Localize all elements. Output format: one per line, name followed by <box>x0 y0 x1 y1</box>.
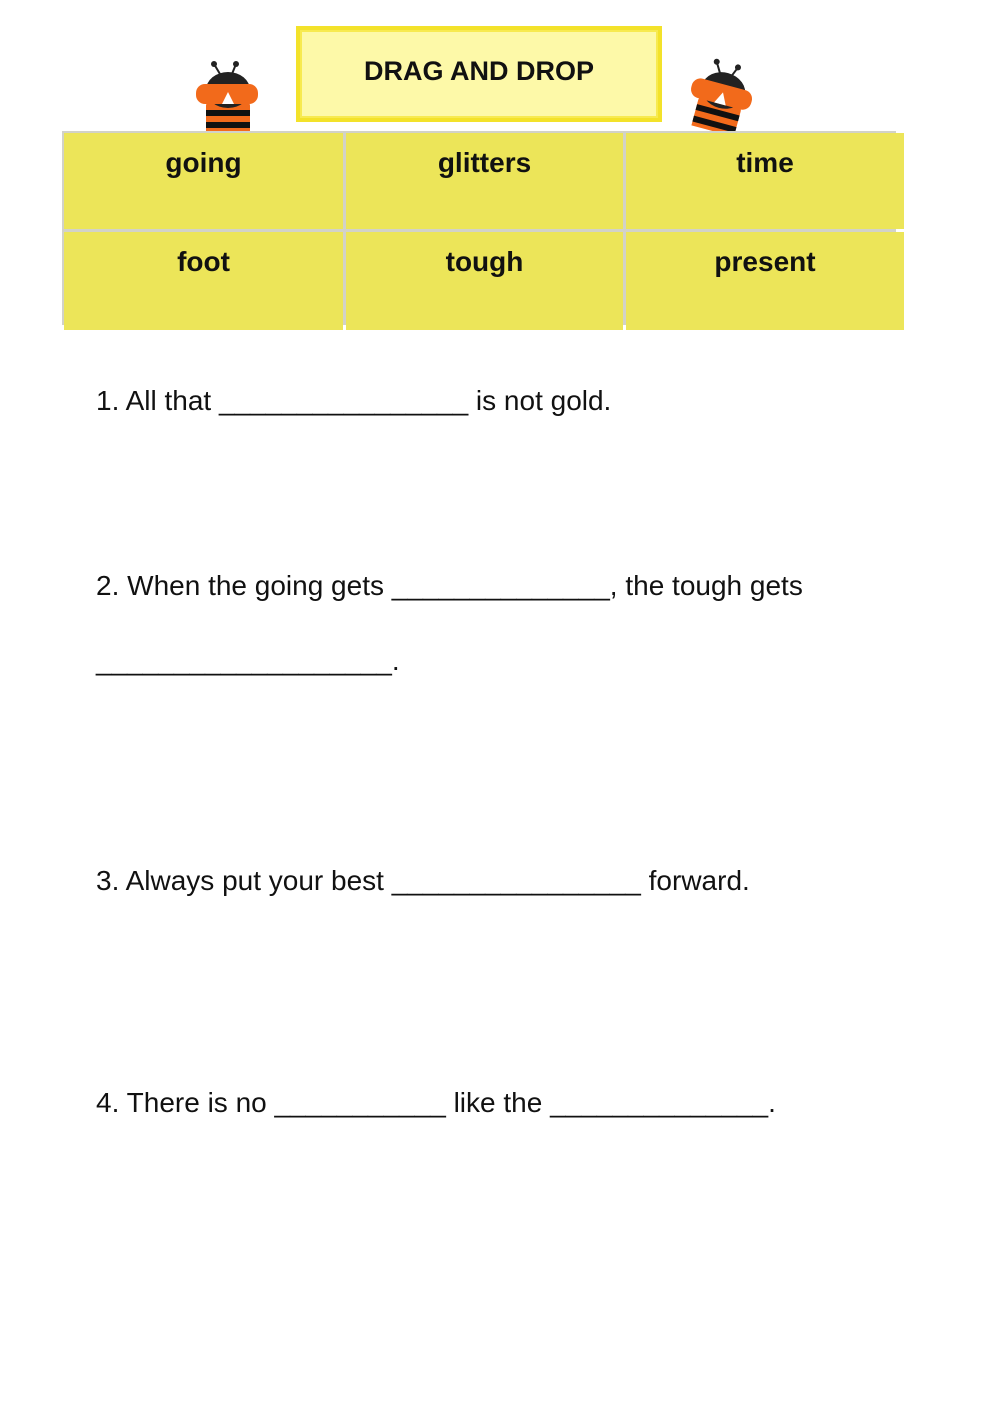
title-banner <box>296 26 662 122</box>
bee-mascot-right <box>678 52 764 140</box>
question-text: . <box>768 1087 776 1118</box>
question-text: is not gold. <box>468 385 612 416</box>
question-text: . <box>391 645 400 676</box>
question-number: 1. <box>96 385 120 416</box>
question-text: Always put your best <box>125 865 392 896</box>
drop-blank[interactable]: ______________ <box>550 1087 769 1118</box>
question-text: like the <box>445 1087 551 1118</box>
question-text: All that <box>125 385 219 416</box>
question-2 <box>96 570 803 602</box>
question-number: 4. <box>96 1087 120 1118</box>
question-text: , the tough gets <box>609 570 803 601</box>
drop-blank[interactable]: ________________ <box>391 865 641 896</box>
drop-blank[interactable]: ___________ <box>274 1087 446 1118</box>
word-tile-glitters[interactable]: glitters <box>346 133 623 229</box>
question-text: There is no <box>126 1087 275 1118</box>
drop-blank[interactable]: ________________ <box>218 385 469 416</box>
word-tile-time[interactable]: time <box>626 133 904 229</box>
question-2-line-2 <box>96 645 400 677</box>
question-text: When the going gets <box>127 570 392 601</box>
question-4 <box>96 1087 776 1119</box>
question-3 <box>96 865 750 897</box>
question-number: 3. <box>96 865 120 896</box>
word-tile-present[interactable]: present <box>626 232 904 330</box>
word-tile-foot[interactable]: foot <box>64 232 343 330</box>
drop-blank[interactable]: ______________ <box>391 570 610 601</box>
bee-mascot-left <box>192 60 262 132</box>
drop-blank[interactable]: ___________________ <box>96 645 392 676</box>
word-bank <box>62 131 896 325</box>
question-text: forward. <box>640 865 750 896</box>
word-tile-going[interactable]: going <box>64 133 343 229</box>
word-tile-tough[interactable]: tough <box>346 232 623 330</box>
question-1 <box>96 385 611 417</box>
question-number: 2. <box>96 570 120 601</box>
page-title: DRAG AND DROP <box>363 56 594 86</box>
